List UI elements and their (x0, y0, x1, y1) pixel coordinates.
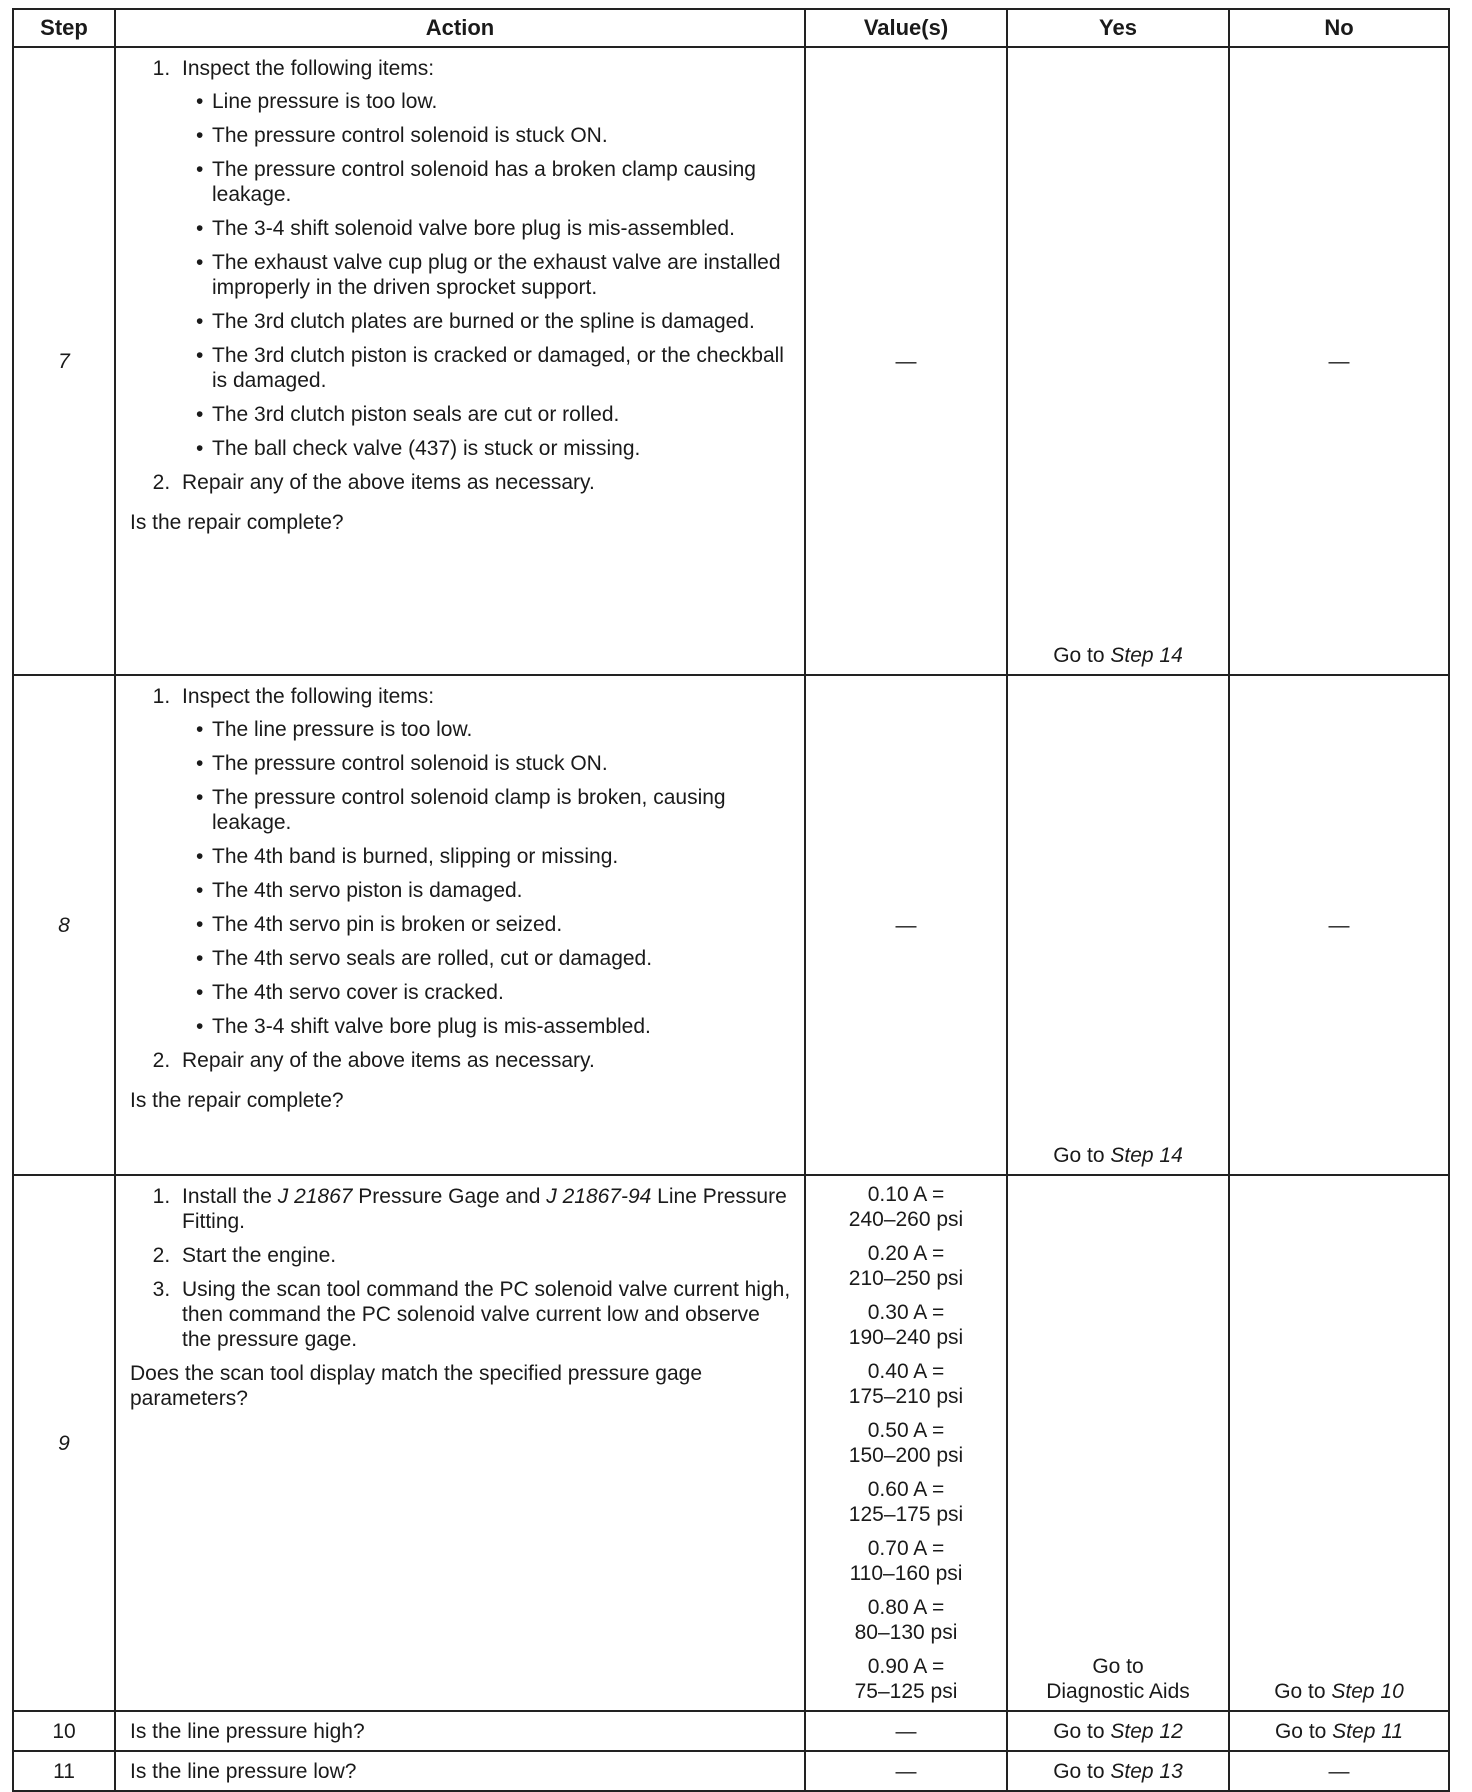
diagnostic-aids-link[interactable]: Diagnostic Aids (1046, 1680, 1190, 1703)
pressure-range: 190–240 psi (848, 1326, 964, 1349)
action-text: Line Pressure Fitting. (182, 1185, 787, 1233)
action-item: 3. Using the scan tool command the PC solenoid valve current high, then command the PC solenoid valve current low and observe the pressure gage. (176, 1277, 794, 1352)
current-value: 0.70 A = (867, 1537, 945, 1560)
action-cell (115, 47, 805, 675)
action-cell (115, 675, 805, 1175)
table-row-step-10 (13, 1711, 1449, 1751)
list-item: • The 4th band is burned, slipping or missing. (212, 844, 794, 869)
list-item: • The 3rd clutch piston is cracked or damaged, or the checkball is damaged. (212, 343, 794, 393)
yes-prefix: Go to (1053, 644, 1111, 667)
table-row-step-8 (13, 675, 1449, 1175)
list-item: • The 4th servo piston is damaged. (212, 878, 794, 903)
no-cell (1229, 1711, 1449, 1751)
value-pair (810, 1595, 1002, 1645)
action-text: Inspect the following items: (182, 57, 435, 80)
current-value: 0.80 A = (867, 1596, 945, 1619)
list-item: • The 3-4 shift valve bore plug is mis-assembled. (212, 1014, 794, 1039)
no-cell: — (1229, 675, 1449, 1175)
list-item: • The 3-4 shift solenoid valve bore plug is mis-assembled. (212, 216, 794, 241)
list-item: • The 3rd clutch plates are burned or the spline is damaged. (212, 309, 794, 334)
action-list (130, 684, 794, 1082)
question-text: Does the scan tool display match the specified pressure gage parameters? (130, 1362, 702, 1410)
pressure-range: 210–250 psi (848, 1267, 964, 1290)
question-text: Is the line pressure high? (115, 1711, 805, 1751)
values-cell: — (805, 1751, 1007, 1791)
current-value: 0.30 A = (867, 1301, 945, 1324)
values-cell (805, 1175, 1007, 1711)
yes-prefix: Go to (1053, 1759, 1111, 1783)
value-pair (810, 1418, 1002, 1468)
no-prefix: Go to (1274, 1719, 1333, 1743)
yes-step-link[interactable]: Step 14 (1110, 1144, 1183, 1167)
yes-step-link[interactable]: Step 14 (1110, 644, 1183, 667)
header-action: Action (115, 9, 805, 47)
table-row-step-11 (13, 1751, 1449, 1791)
yes-prefix: Go to (1092, 1655, 1144, 1678)
value-pair (810, 1654, 1002, 1704)
yes-cell (1007, 1711, 1229, 1751)
current-value: 0.60 A = (867, 1478, 945, 1501)
no-cell (1229, 1175, 1449, 1711)
action-item: 2. Repair any of the above items as necessary. (176, 1048, 794, 1073)
yes-step-link[interactable]: Step 12 (1110, 1719, 1183, 1743)
action-item: 2. Start the engine. (176, 1243, 794, 1268)
inspection-list (182, 717, 794, 1039)
pressure-range: 110–160 psi (849, 1562, 963, 1585)
list-item: • The pressure control solenoid clamp is broken, causing leakage. (212, 785, 794, 835)
header-no: No (1229, 9, 1449, 47)
value-pair (810, 1536, 1002, 1586)
step-number: 11 (13, 1751, 115, 1791)
yes-cell (1007, 1751, 1229, 1791)
pressure-range: 175–210 psi (848, 1385, 964, 1408)
yes-step-link[interactable]: Step 13 (1110, 1759, 1183, 1783)
list-item: • The pressure control solenoid is stuck ON. (212, 123, 794, 148)
action-item: 2. Repair any of the above items as necessary. (176, 470, 794, 495)
action-cell (115, 1175, 805, 1711)
value-pair (810, 1477, 1002, 1527)
action-list (130, 1184, 794, 1352)
values-cell: — (805, 1711, 1007, 1751)
header-step: Step (13, 9, 115, 47)
list-item: • The 3rd clutch piston seals are cut or rolled. (212, 402, 794, 427)
action-text: Inspect the following items: (182, 685, 435, 708)
list-item: • The 4th servo seals are rolled, cut or damaged. (212, 946, 794, 971)
values-cell: — (805, 675, 1007, 1175)
inspection-list (182, 89, 794, 461)
pressure-range: 240–260 psi (848, 1208, 964, 1231)
header-yes: Yes (1007, 9, 1229, 47)
step-number: 9 (13, 1175, 115, 1711)
no-prefix: Go to (1274, 1680, 1332, 1703)
tool-number: J 21867-94 (546, 1185, 652, 1208)
value-pair (810, 1300, 1002, 1350)
current-value: 0.10 A = (867, 1183, 945, 1206)
yes-prefix: Go to (1053, 1144, 1111, 1167)
header-values: Value(s) (805, 9, 1007, 47)
step-number: 10 (13, 1711, 115, 1751)
header-row (13, 9, 1449, 47)
diagnostic-table (12, 8, 1450, 1792)
yes-cell (1007, 675, 1229, 1175)
action-text: Install the (182, 1185, 278, 1208)
value-pair (810, 1359, 1002, 1409)
value-pair (810, 1241, 1002, 1291)
pressure-range: 75–125 psi (854, 1680, 958, 1703)
table-row-step-9 (13, 1175, 1449, 1711)
yes-prefix: Go to (1053, 1719, 1111, 1743)
pressure-range: 150–200 psi (848, 1444, 964, 1467)
action-text: Pressure Gage and (352, 1185, 547, 1208)
value-pair (810, 1182, 1002, 1232)
action-item (176, 1184, 794, 1234)
current-value: 0.50 A = (867, 1419, 945, 1442)
yes-cell (1007, 1175, 1229, 1711)
list-item: • The pressure control solenoid has a broken clamp causing leakage. (212, 157, 794, 207)
question-text: Is the repair complete? (130, 1089, 344, 1112)
pressure-range: 125–175 psi (848, 1503, 964, 1526)
table-row-step-7 (13, 47, 1449, 675)
pressure-range: 80–130 psi (854, 1621, 958, 1644)
current-value: 0.90 A = (867, 1655, 945, 1678)
list-item: • The exhaust valve cup plug or the exhaust valve are installed improperly in the driven sprocket support. (212, 250, 794, 300)
no-step-link[interactable]: Step 11 (1332, 1719, 1404, 1743)
list-item: • The pressure control solenoid is stuck ON. (212, 751, 794, 776)
yes-cell (1007, 47, 1229, 675)
list-item: • The ball check valve (437) is stuck or missing. (212, 436, 794, 461)
no-cell: — (1229, 47, 1449, 675)
action-item (176, 684, 794, 1039)
action-list (130, 56, 794, 504)
list-item: • The line pressure is too low. (212, 717, 794, 742)
question-text: Is the line pressure low? (115, 1751, 805, 1791)
current-value: 0.20 A = (867, 1242, 945, 1265)
question-text: Is the repair complete? (130, 511, 344, 534)
no-cell: — (1229, 1751, 1449, 1791)
list-item: • Line pressure is too low. (212, 89, 794, 114)
step-number: 8 (13, 675, 115, 1175)
current-value: 0.40 A = (867, 1360, 945, 1383)
step-number: 7 (13, 47, 115, 675)
values-cell: — (805, 47, 1007, 675)
action-item (176, 56, 794, 461)
list-item: • The 4th servo cover is cracked. (212, 980, 794, 1005)
tool-number: J 21867 (277, 1185, 353, 1208)
list-item: • The 4th servo pin is broken or seized. (212, 912, 794, 937)
no-step-link[interactable]: Step 10 (1331, 1680, 1404, 1703)
